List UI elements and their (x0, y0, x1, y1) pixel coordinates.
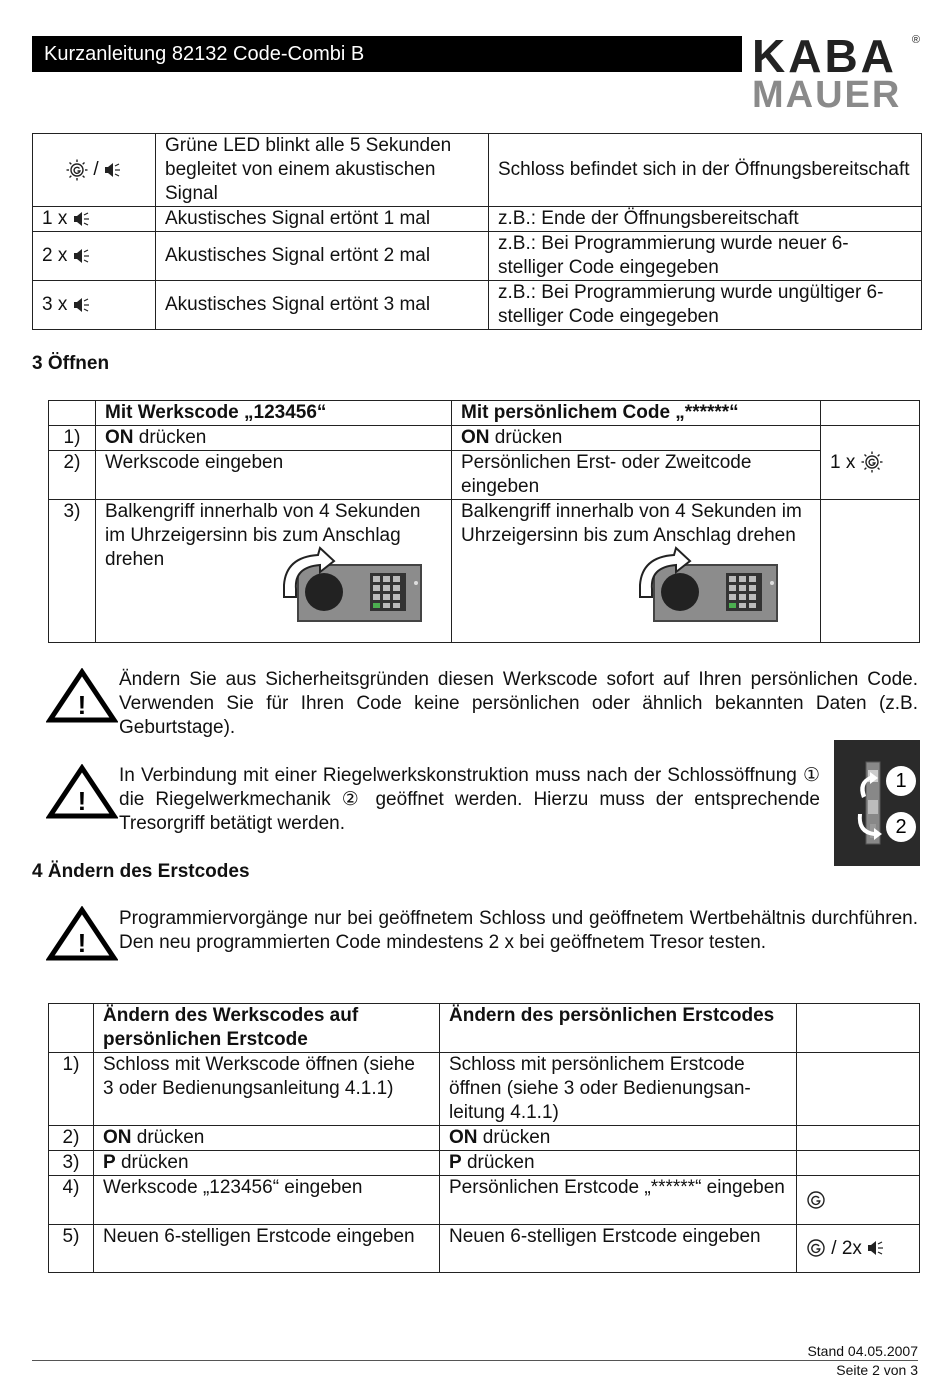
col-header-personal: Mit persönlichem Code „******“ (452, 401, 821, 426)
step-number: 2) (49, 451, 96, 500)
empty-cell (821, 401, 920, 426)
table-row (49, 500, 920, 643)
speaker-icon (73, 248, 91, 264)
change-code-table (48, 1003, 920, 1273)
step-signal (797, 1176, 920, 1225)
led-blink-icon (861, 451, 883, 473)
step-number: 3) (49, 1151, 94, 1176)
table-row (49, 1151, 920, 1176)
signal-description: Akustisches Signal ertönt 1 mal (156, 207, 489, 232)
kaba-mauer-logo (752, 30, 922, 116)
warning-change-code-text: Ändern Sie aus Sicherheitsgründen diesen Werkscode sofort auf Ihren persönlichen Code. Verwenden Sie für Ihren Code keine persönlichen oder ähnlich bekannten Daten (z.B. Geburtstage). (119, 669, 918, 738)
table-row (33, 207, 922, 232)
warning-triangle-icon (46, 906, 118, 962)
table-row (49, 1126, 920, 1151)
table-row (49, 1053, 920, 1126)
step-factory: ON drücken (94, 1126, 440, 1151)
step-personal: Balkengriff innerhalb von 4 Sekunden im Uhrzeigersinn bis zum Anschlag drehen (452, 500, 821, 643)
step-personal: Schloss mit persönlichem Erstcode öffnen (siehe 3 oder Bedienungsan-leitung 4.1.1) (440, 1053, 797, 1126)
signal-prefix: 2 x (42, 245, 68, 266)
document-title: Kurzanleitung 82132 Code-Combi B (32, 36, 742, 72)
safe-handle-illustration (634, 545, 782, 625)
table-row (33, 281, 922, 330)
warning-programming-text: Programmiervorgänge nur bei geöffnetem Schloss und geöffnetem Wertbehältnis durchführen. Den neu programmierten Code mindestens 2 x bei geöffnetem Tresor testen. (119, 908, 918, 953)
signal-icons-cell (33, 281, 156, 330)
signal-prefix: 1 x (42, 208, 68, 229)
table-row (49, 401, 920, 426)
table-row (49, 451, 920, 500)
led-icon (806, 1190, 826, 1210)
signal-icons-cell (33, 232, 156, 281)
step-number: 1) (49, 426, 96, 451)
bolt-mechanism-illustration (834, 740, 920, 866)
empty-cell (797, 1053, 920, 1126)
empty-cell (797, 1126, 920, 1151)
speaker-icon (73, 211, 91, 227)
warning-triangle-icon (46, 668, 118, 724)
bolt-step-1: 1 (886, 766, 916, 796)
signal-meaning: z.B.: Ende der Öffnungsbereitschaft (489, 207, 922, 232)
bolt-step-2: 2 (886, 812, 916, 842)
svg-text:!: ! (77, 690, 87, 720)
step-number: 2) (49, 1126, 94, 1151)
step-number: 5) (49, 1225, 94, 1273)
signal-description: Grüne LED blinkt alle 5 Sekunden begleitet von einem akustischen Signal (156, 134, 489, 207)
signal-meaning: Schloss befindet sich in der Öffnungsbereitschaft (489, 134, 922, 207)
empty-cell (49, 1004, 94, 1053)
table-row (33, 232, 922, 281)
signal-meaning: z.B.: Bei Programmierung wurde neuer 6-stelliger Code eingegeben (489, 232, 922, 281)
step-number: 1) (49, 1053, 94, 1126)
logo-mauer: MAUER (752, 74, 902, 116)
speaker-icon (867, 1240, 885, 1256)
table-row (33, 134, 922, 207)
led-blink-icon (66, 159, 88, 181)
warning-triangle-icon (46, 764, 118, 820)
section-heading-open: 3 Öffnen (32, 353, 110, 374)
table-row (49, 1225, 920, 1273)
speaker-icon (73, 297, 91, 313)
step-factory: Balkengriff innerhalb von 4 Sekunden im Uhrzeigersinn bis zum Anschlag drehen (96, 500, 452, 643)
step-personal: Neuen 6-stelligen Erstcode eingeben (440, 1225, 797, 1273)
signal-icons-cell (33, 207, 156, 232)
footer-date: Stand 04.05.2007 (807, 1343, 918, 1359)
logo-registered: ® (911, 34, 920, 46)
col-header-personal: Ändern des persönlichen Erstcodes (440, 1004, 797, 1053)
col-header-factory: Ändern des Werkscodes auf persönlichen Erstcode (94, 1004, 440, 1053)
signal-table (32, 133, 922, 330)
step-personal: ON drücken (440, 1126, 797, 1151)
warning-bolt-work-text: In Verbindung mit einer Riegelwerkskonstruktion muss nach der Schlossöffnung ① die Riegelwerkmechanik ② geöffnet werden. Hierzu muss der entsprechende Tresorgriff betätigt werden. (119, 765, 820, 834)
speaker-icon (104, 162, 122, 178)
led-icon (806, 1238, 826, 1258)
signal-description: Akustisches Signal ertönt 3 mal (156, 281, 489, 330)
empty-cell (797, 1151, 920, 1176)
step-number: 4) (49, 1176, 94, 1225)
footer-divider (32, 1360, 918, 1361)
step-personal: Persönlichen Erstcode „******“ eingeben (440, 1176, 797, 1225)
signal-icons-cell (33, 134, 156, 207)
svg-text:!: ! (77, 786, 87, 816)
section-heading-change-code: 4 Ändern des Erstcodes (32, 861, 250, 882)
step-factory: P drücken (94, 1151, 440, 1176)
svg-text:!: ! (77, 928, 87, 958)
step-factory: Werkscode eingeben (96, 451, 452, 500)
step-factory: Neuen 6-stelligen Erstcode eingeben (94, 1225, 440, 1273)
logo-kaba: KABA (752, 30, 897, 82)
empty-cell (797, 1004, 920, 1053)
step-signal: / 2x (797, 1225, 920, 1273)
empty-cell (821, 500, 920, 643)
step-factory: ON drücken (96, 426, 452, 451)
table-row (49, 1004, 920, 1053)
step-factory: Schloss mit Werkscode öffnen (siehe 3 oder Bedienungsanleitung 4.1.1) (94, 1053, 440, 1126)
step-personal: Persönlichen Erst- oder Zweitcode eingeben (452, 451, 821, 500)
step-signal: 1 x (821, 426, 920, 500)
signal-description: Akustisches Signal ertönt 2 mal (156, 232, 489, 281)
empty-cell (49, 401, 96, 426)
bolt-mechanism-drawing (834, 740, 920, 866)
step-personal: ON drücken (452, 426, 821, 451)
footer-page-number: Seite 2 von 3 (836, 1362, 918, 1378)
signal-meaning: z.B.: Bei Programmierung wurde ungültiger 6-stelliger Code eingegeben (489, 281, 922, 330)
step-number: 3) (49, 500, 96, 643)
step-personal: P drücken (440, 1151, 797, 1176)
open-steps-table (48, 400, 920, 643)
table-row (49, 1176, 920, 1225)
table-row (49, 426, 920, 451)
signal-prefix: 3 x (42, 294, 68, 315)
col-header-factory: Mit Werkscode „123456“ (96, 401, 452, 426)
step-factory: Werkscode „123456“ eingeben (94, 1176, 440, 1225)
signal-prefix: / (93, 159, 99, 180)
